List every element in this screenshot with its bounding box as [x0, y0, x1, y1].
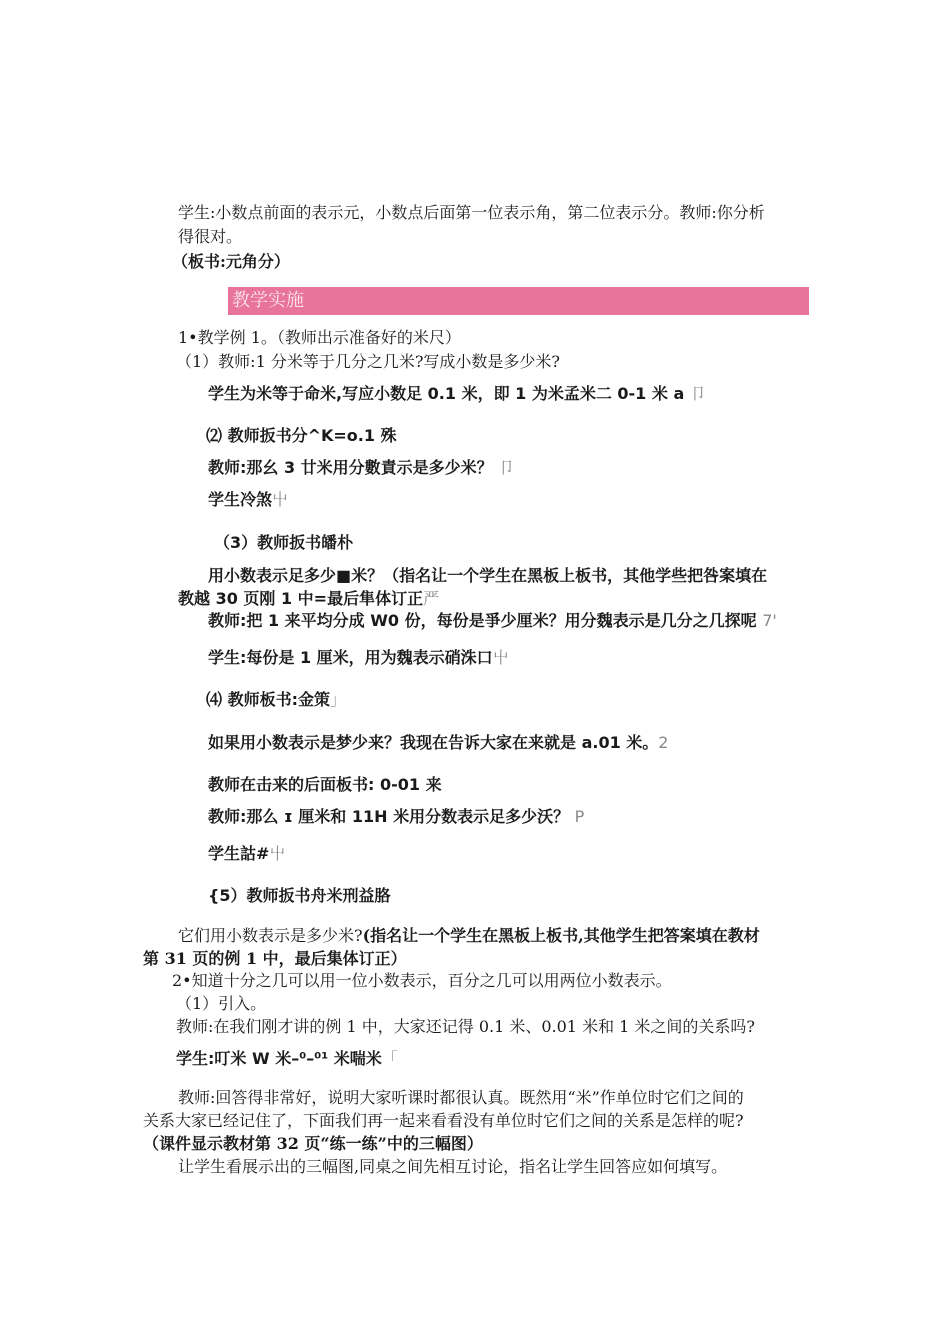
text-line: 教师在击来的后面板书: 0-01 来 [208, 775, 442, 794]
text-line: （3）教师扳书皤朴 [214, 533, 354, 552]
text-line: 让学生看展示出的三幅图,同桌之间先相互讨论，指名让学生回答应如何填写。 [178, 1157, 728, 1176]
text-line: 关系大家已经记住了，下面我们再一起来看看没有单位时它们之间的关系是怎样的呢? [143, 1111, 744, 1130]
scan-artifact: 卩 [498, 458, 515, 477]
scan-artifact: 屮 [269, 844, 286, 863]
text-line: 用小数表示足多少■米？（指名让一个学生在黑板上板书，其他学些把咎案填在 [208, 566, 768, 585]
text-line: 教师:在我们刚才讲的例 1 中，大家还记得 0.1 米、0.01 米和 1 米之间的关系吗? [176, 1017, 756, 1036]
text-span: 教师:那幺 3 廿米用分數責示是多少米？ [208, 458, 493, 477]
text-line: （1）教师:1 分米等于几分之几米?写成小数是多少米? [176, 352, 560, 371]
text-line: {5）教师扳书舟米刑益胳 [208, 886, 391, 905]
text-line [208, 843, 285, 865]
scan-artifact: 屮 [272, 490, 289, 509]
text-line: 得很对。 [178, 227, 243, 246]
section-banner [228, 287, 809, 315]
text-line [178, 327, 461, 349]
text-line [208, 732, 668, 754]
text-span: ⑷ 教师板书:金策 [206, 690, 330, 709]
text-span: 教师:那么 ɪ 厘米和 11H 米用分数表示足多少沃？ [208, 807, 570, 826]
text-span: 学生为米等于命米,写应小数足 0.1 米，即 1 为米孟米二 0-1 米 a [208, 384, 685, 403]
text-span: 学生:叮米 W 米–⁰–⁰¹ 米喘米 [176, 1049, 382, 1068]
scan-artifact: 屮 [492, 648, 509, 667]
text-span: (指名让一个学生在黑板上板书,其他学生把答案填在教材 [362, 926, 760, 945]
text-line [208, 457, 514, 479]
text-line [208, 806, 584, 828]
text-line [206, 689, 346, 711]
board-note: （板书:元角分） [172, 252, 290, 271]
text-span: 它们用小数表示是多少米? [178, 926, 363, 945]
text-line [176, 1048, 398, 1070]
text-line: （课件显示教材第 32 页“练一练”中的三幅图） [143, 1134, 483, 1153]
text-line [178, 925, 760, 947]
text-line: ⑵ 教师扳书分^K=o.1 殊 [206, 426, 397, 445]
scan-artifact: 2 [658, 733, 669, 752]
text-span: 1•教学例 1。（教师出示准备好的米尺） [178, 328, 461, 347]
section-heading: 教学实施 [232, 290, 304, 311]
scan-artifact: P [574, 807, 585, 826]
text-line [208, 383, 706, 405]
scan-artifact: 7' [762, 611, 777, 630]
text-line [208, 647, 509, 669]
scan-artifact: 「 [381, 1049, 398, 1068]
text-line: （1）引入。 [176, 994, 267, 1013]
text-line [178, 588, 439, 610]
text-span: 学生冷煞 [208, 490, 273, 509]
text-span: 如果用小数表示是梦少来？我现在告诉大家在来就是 a.01 米。 [208, 733, 659, 752]
text-line [208, 489, 288, 511]
text-line: 学生:小数点前面的表示元，小数点后面第一位表示角，第二位表示分。教师:你分析 [178, 203, 765, 222]
text-span: 教师:把 1 来平均分成 W0 份，每份是爭少厘米？用分魏表示是几分之几探呢 [208, 611, 757, 630]
scan-artifact: 」 [329, 690, 346, 709]
text-span: 教越 30 页刚 1 中=最后隼体订正 [178, 589, 424, 608]
scan-artifact: 严 [423, 589, 440, 608]
text-line: 2•知道十分之几可以用一位小数表示，百分之几可以用两位小数表示。 [172, 971, 672, 990]
text-line: 教师:回答得非常好，说明大家听课时都很认真。既然用“米”作单位时它们之间的 [178, 1088, 744, 1107]
scan-artifact: 卩 [689, 384, 706, 403]
text-span: 学生詁# [208, 844, 270, 863]
text-line [208, 610, 777, 632]
text-line: 第 31 页的例 1 中，最后集体订正） [143, 949, 407, 968]
text-span: 学生:每份是 1 厘米，用为魏表示硝洙口 [208, 648, 493, 667]
